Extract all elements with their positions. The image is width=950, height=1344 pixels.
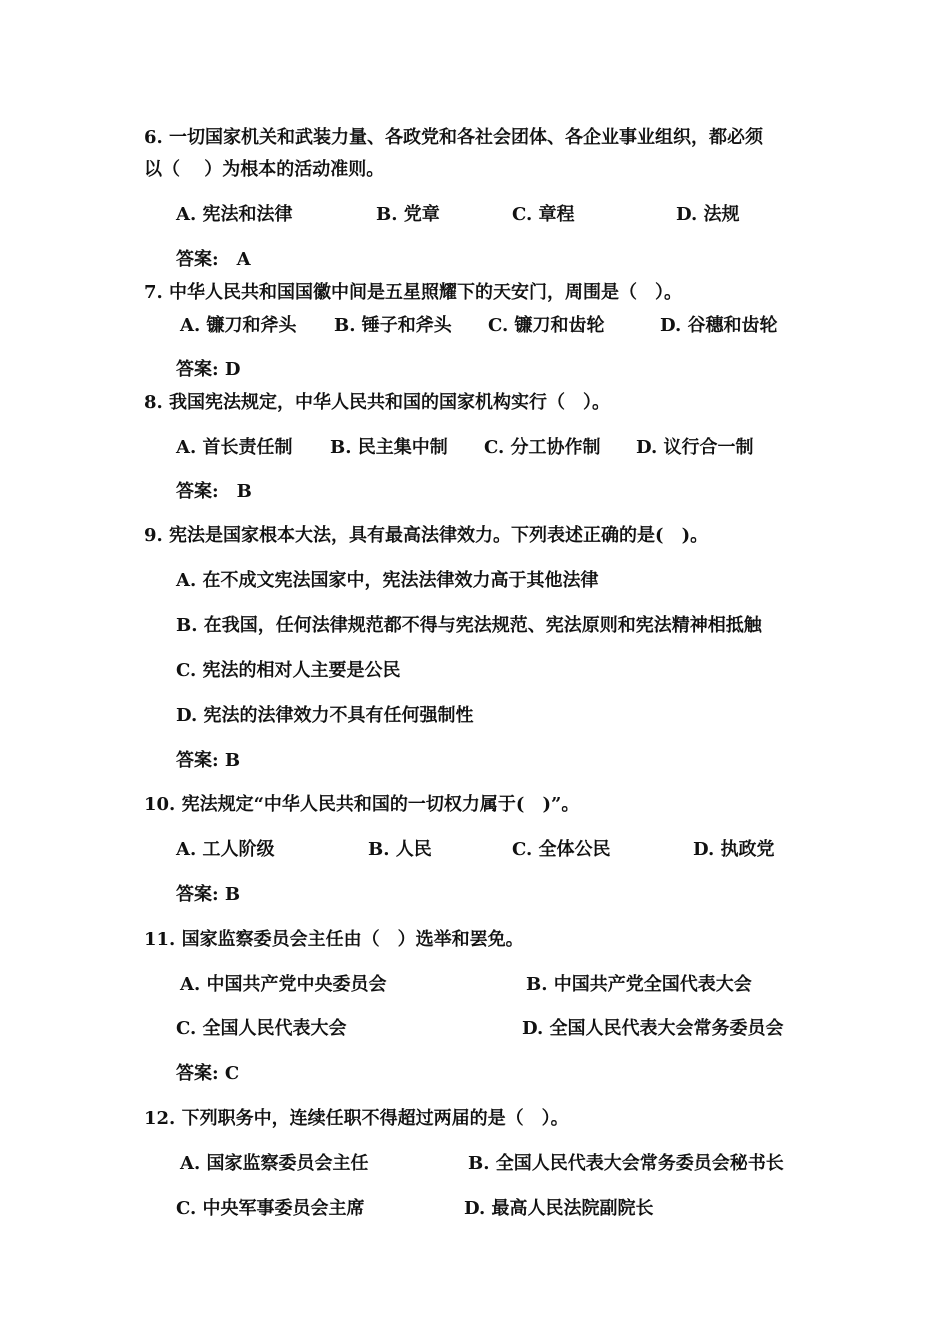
question-11-answer: 答案: C [176, 1063, 240, 1084]
question-8-answer: 答案: B [176, 481, 252, 502]
question-7-option-a: A. 镰刀和斧头 [180, 315, 297, 336]
question-6-option-c: C. 章程 [512, 204, 575, 225]
question-10-option-c: C. 全体公民 [512, 839, 611, 860]
question-12-text: 12. 下列职务中，连续任职不得超过两届的是（ ）。 [144, 1108, 569, 1129]
question-10-answer: 答案: B [176, 884, 241, 905]
question-8-option-a: A. 首长责任制 [176, 437, 293, 458]
question-12-option-b: B. 全国人民代表大会常务委员会秘书长 [468, 1153, 784, 1174]
question-8-option-d: D. 议行合一制 [636, 437, 754, 458]
question-6-text-line2: 以（ ）为根本的活动准则。 [144, 159, 385, 180]
question-12-option-a: A. 国家监察委员会主任 [180, 1153, 369, 1174]
question-11-option-b: B. 中国共产党全国代表大会 [526, 974, 752, 995]
question-9-option-d: D. 宪法的法律效力不具有任何强制性 [176, 705, 474, 726]
question-10-option-b: B. 人民 [368, 839, 432, 860]
question-7-option-c: C. 镰刀和齿轮 [488, 315, 605, 336]
question-12-option-c: C. 中央军事委员会主席 [176, 1198, 365, 1219]
question-9-option-b: B. 在我国，任何法律规范都不得与宪法规范、宪法原则和宪法精神相抵触 [176, 615, 762, 636]
question-11-text: 11. 国家监察委员会主任由（ ）选举和罢免。 [144, 929, 524, 950]
question-6-answer: 答案: A [176, 249, 251, 270]
question-7-option-d: D. 谷穗和齿轮 [660, 315, 778, 336]
question-6-option-d: D. 法规 [676, 204, 740, 225]
question-6-option-a: A. 宪法和法律 [176, 204, 293, 225]
question-12-option-d: D. 最高人民法院副院长 [464, 1198, 654, 1219]
question-6-option-b: B. 党章 [376, 204, 440, 225]
question-11-option-d: D. 全国人民代表大会常务委员会 [522, 1018, 784, 1039]
question-9-answer: 答案: B [176, 750, 241, 771]
question-9-text: 9. 宪法是国家根本大法，具有最高法律效力。下列表述正确的是( )。 [144, 525, 709, 546]
question-10-option-a: A. 工人阶级 [176, 839, 275, 860]
question-8-option-c: C. 分工协作制 [484, 437, 601, 458]
question-10-text: 10. 宪法规定“中华人民共和国的一切权力属于( )”。 [144, 794, 580, 815]
question-6-text-line1: 6. 一切国家机关和武装力量、各政党和各社会团体、各企业事业组织，都必须 [144, 127, 764, 148]
question-11-option-a: A. 中国共产党中央委员会 [180, 974, 387, 995]
question-9-option-a: A. 在不成文宪法国家中，宪法法律效力高于其他法律 [176, 570, 599, 591]
question-7-text: 7. 中华人民共和国国徽中间是五星照耀下的天安门，周围是（ ）。 [144, 282, 683, 303]
question-11-option-c: C. 全国人民代表大会 [176, 1018, 347, 1039]
question-10-option-d: D. 执政党 [693, 839, 775, 860]
question-8-text: 8. 我国宪法规定，中华人民共和国的国家机构实行（ ）。 [144, 392, 611, 413]
question-8-option-b: B. 民主集中制 [330, 437, 448, 458]
question-9-option-c: C. 宪法的相对人主要是公民 [176, 660, 401, 681]
question-7-option-b: B. 锤子和斧头 [334, 315, 452, 336]
question-7-answer: 答案: D [176, 359, 241, 380]
